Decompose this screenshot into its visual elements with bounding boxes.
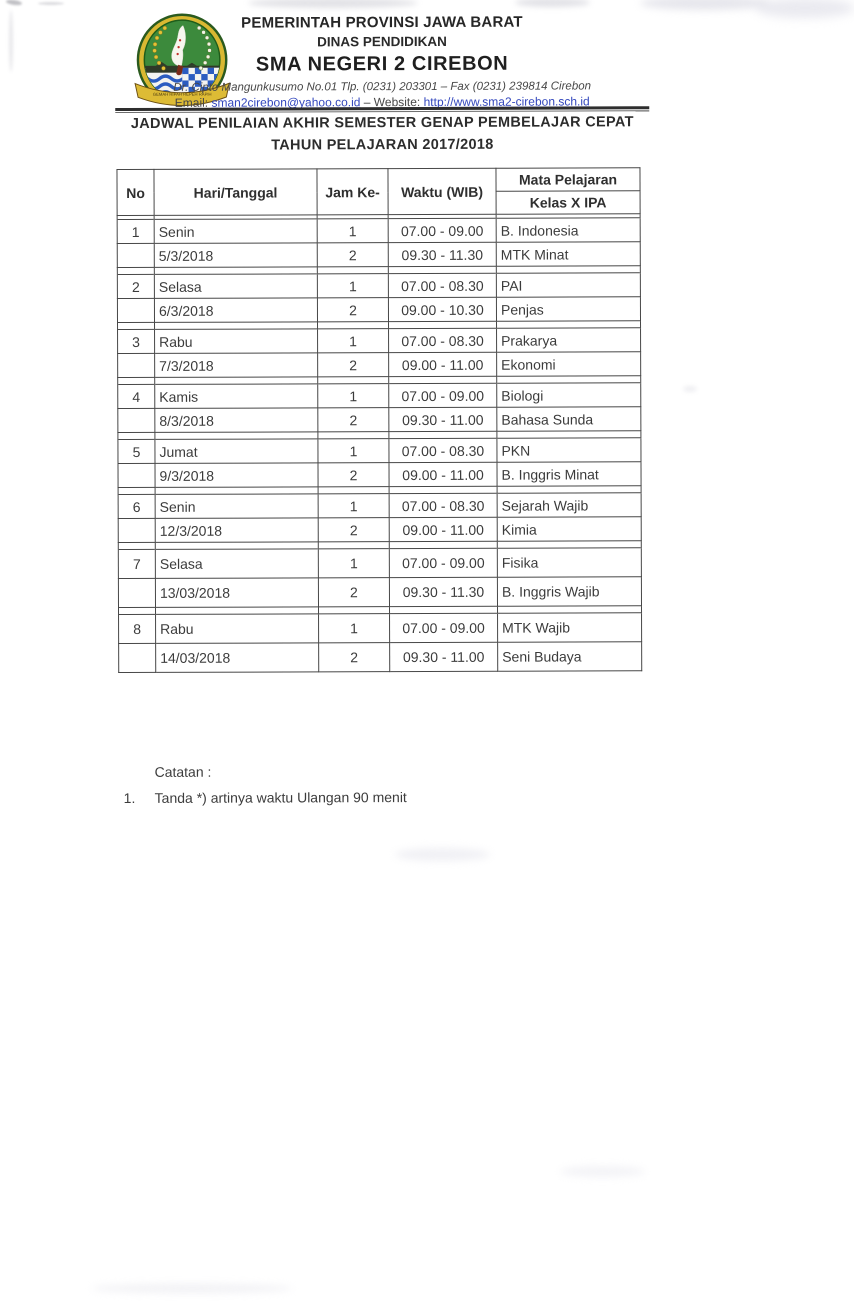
col-header-class: Kelas X IPA: [496, 191, 640, 215]
period-cell: 1: [318, 329, 389, 353]
period-cell: 2: [319, 643, 390, 672]
day-cell: Jumat: [155, 439, 318, 464]
table-row: [117, 218, 640, 244]
time-cell: 09.30 - 11.30: [389, 577, 497, 606]
note-text: Tanda *) artinya waktu Ulangan 90 menit: [154, 789, 407, 806]
no-cell-empty: [118, 408, 155, 432]
title-line-1: JADWAL PENILAIAN AKHIR SEMESTER GENAP PEMBELAJAR CEPAT: [130, 114, 634, 133]
period-cell: 1: [318, 439, 389, 463]
government-name: PEMERINTAH PROVINSI JAWA BARAT: [241, 13, 523, 32]
schedule-table-header: [117, 168, 640, 216]
school-name: SMA NEGERI 2 CIREBON: [255, 52, 509, 76]
table-row: [118, 517, 641, 543]
day-cell: Kamis: [155, 384, 318, 409]
period-cell: 2: [317, 243, 388, 267]
date-cell: 6/3/2018: [154, 298, 317, 323]
school-address: Dr. Cipto Mangunkusumo No.01 Tlp. (0231) 203301 – Fax (0231) 239814 Cirebon: [173, 80, 592, 94]
period-cell: 1: [318, 549, 389, 578]
period-cell: 2: [318, 518, 389, 542]
email-link[interactable]: sman2cirebon@yahoo.co.id: [211, 95, 361, 110]
no-cell: 3: [118, 329, 155, 353]
emblem-motto: GEMAH RIPAH REPEH RAPIH: [152, 91, 212, 97]
no-cell: 4: [118, 384, 155, 408]
no-cell-empty: [118, 518, 155, 542]
time-cell: 09.30 - 11.30: [388, 242, 496, 266]
time-cell: 09.00 - 11.00: [389, 517, 497, 541]
schedule-table: [116, 167, 642, 673]
day-cell: Rabu: [155, 329, 318, 354]
table-row: [118, 548, 641, 579]
time-cell: 09.30 - 11.00: [390, 642, 498, 671]
period-cell: 1: [318, 384, 389, 408]
time-cell: 07.00 - 08.30: [389, 438, 497, 462]
no-cell-empty: [117, 243, 154, 267]
time-cell: 09.30 - 11.00: [389, 407, 497, 431]
subject-cell: Ekonomi: [497, 352, 641, 377]
period-cell: 2: [318, 353, 389, 377]
notes-section: [119, 763, 407, 807]
subject-cell: Prakarya: [497, 328, 641, 353]
date-cell: 13/03/2018: [155, 578, 318, 608]
day-cell: Rabu: [156, 614, 319, 644]
subject-cell: MTK Minat: [496, 242, 640, 267]
subject-cell: B. Inggris Minat: [497, 462, 641, 487]
table-row: [118, 493, 641, 519]
period-cell: 2: [317, 298, 388, 322]
day-cell: Senin: [155, 494, 318, 519]
table-row: [118, 462, 641, 488]
no-cell-empty: [118, 578, 155, 607]
table-row: [118, 407, 641, 433]
department-name: DINAS PENDIDIKAN: [317, 33, 447, 50]
website-link[interactable]: http://www.sma2-cirebon.sch.id: [423, 94, 590, 109]
table-row: [117, 242, 640, 268]
period-cell: 1: [318, 494, 389, 518]
time-cell: 07.00 - 08.30: [388, 273, 496, 297]
period-cell: 2: [318, 578, 389, 607]
no-cell: 1: [117, 219, 154, 243]
table-row: [118, 328, 641, 354]
no-cell-empty: [118, 463, 155, 487]
website-label: Website:: [373, 94, 421, 110]
subject-cell: Biologi: [497, 383, 641, 408]
col-header-no: No: [117, 169, 154, 215]
no-cell-empty: [119, 643, 156, 672]
no-cell: 8: [119, 614, 156, 643]
subject-cell: Fisika: [497, 548, 641, 578]
notes-heading: Catatan :: [154, 763, 212, 780]
time-cell: 07.00 - 09.00: [388, 218, 496, 242]
date-cell: 5/3/2018: [154, 243, 317, 268]
letterhead: [117, 13, 647, 110]
document-title: [115, 114, 649, 155]
date-cell: 14/03/2018: [156, 643, 319, 673]
time-cell: 09.00 - 10.30: [388, 297, 496, 321]
subject-cell: PAI: [496, 273, 640, 298]
time-cell: 09.00 - 11.00: [389, 352, 497, 376]
col-header-day-date: Hari/Tanggal: [154, 169, 317, 216]
date-cell: 9/3/2018: [155, 463, 318, 488]
subject-cell: MTK Wajib: [498, 613, 642, 643]
no-cell: 7: [118, 549, 155, 578]
note-number: 1.: [123, 789, 136, 807]
period-cell: 2: [318, 408, 389, 432]
subject-cell: Kimia: [497, 517, 641, 542]
subject-cell: B. Indonesia: [496, 218, 640, 243]
no-cell-empty: [118, 353, 155, 377]
table-row: [119, 642, 642, 673]
table-row: [118, 438, 641, 464]
table-row: [118, 577, 641, 608]
title-line-2: TAHUN PELAJARAN 2017/2018: [271, 136, 494, 154]
period-cell: 1: [317, 274, 388, 298]
day-cell: Selasa: [154, 274, 317, 299]
contact-separator: –: [363, 95, 371, 110]
subject-cell: B. Inggris Wajib: [497, 577, 641, 607]
time-cell: 09.00 - 11.00: [389, 462, 497, 486]
table-row: [117, 273, 640, 299]
no-cell: 2: [117, 274, 154, 298]
letterhead-divider: [115, 106, 649, 113]
email-label: Email:: [174, 95, 209, 110]
time-cell: 07.00 - 08.30: [389, 493, 497, 517]
subject-cell: Sejarah Wajib: [497, 493, 641, 518]
time-cell: 07.00 - 09.00: [389, 548, 497, 577]
period-cell: 1: [319, 614, 390, 643]
time-cell: 07.00 - 09.00: [389, 383, 497, 407]
day-cell: Senin: [154, 219, 317, 244]
time-cell: 07.00 - 09.00: [390, 613, 498, 642]
table-row: [118, 383, 641, 409]
period-cell: 2: [318, 463, 389, 487]
subject-cell: Bahasa Sunda: [497, 407, 641, 432]
period-cell: 1: [317, 219, 388, 243]
date-cell: 12/3/2018: [155, 518, 318, 543]
col-header-subject: Mata Pelajaran: [496, 168, 640, 192]
date-cell: 7/3/2018: [155, 353, 318, 378]
col-header-period: Jam Ke-: [317, 169, 388, 215]
day-cell: Selasa: [155, 549, 318, 579]
no-cell-empty: [117, 298, 154, 322]
schedule-table-body: [117, 214, 642, 673]
table-row: [119, 613, 642, 644]
col-header-time: Waktu (WIB): [388, 168, 496, 214]
subject-cell: Seni Budaya: [498, 642, 642, 672]
no-cell: 5: [118, 439, 155, 463]
no-cell: 6: [118, 494, 155, 518]
time-cell: 07.00 - 08.30: [389, 328, 497, 352]
table-row: [117, 297, 640, 323]
subject-cell: PKN: [497, 438, 641, 463]
date-cell: 8/3/2018: [155, 408, 318, 433]
subject-cell: Penjas: [496, 297, 640, 322]
note-item: [119, 789, 407, 807]
table-row: [118, 352, 641, 378]
